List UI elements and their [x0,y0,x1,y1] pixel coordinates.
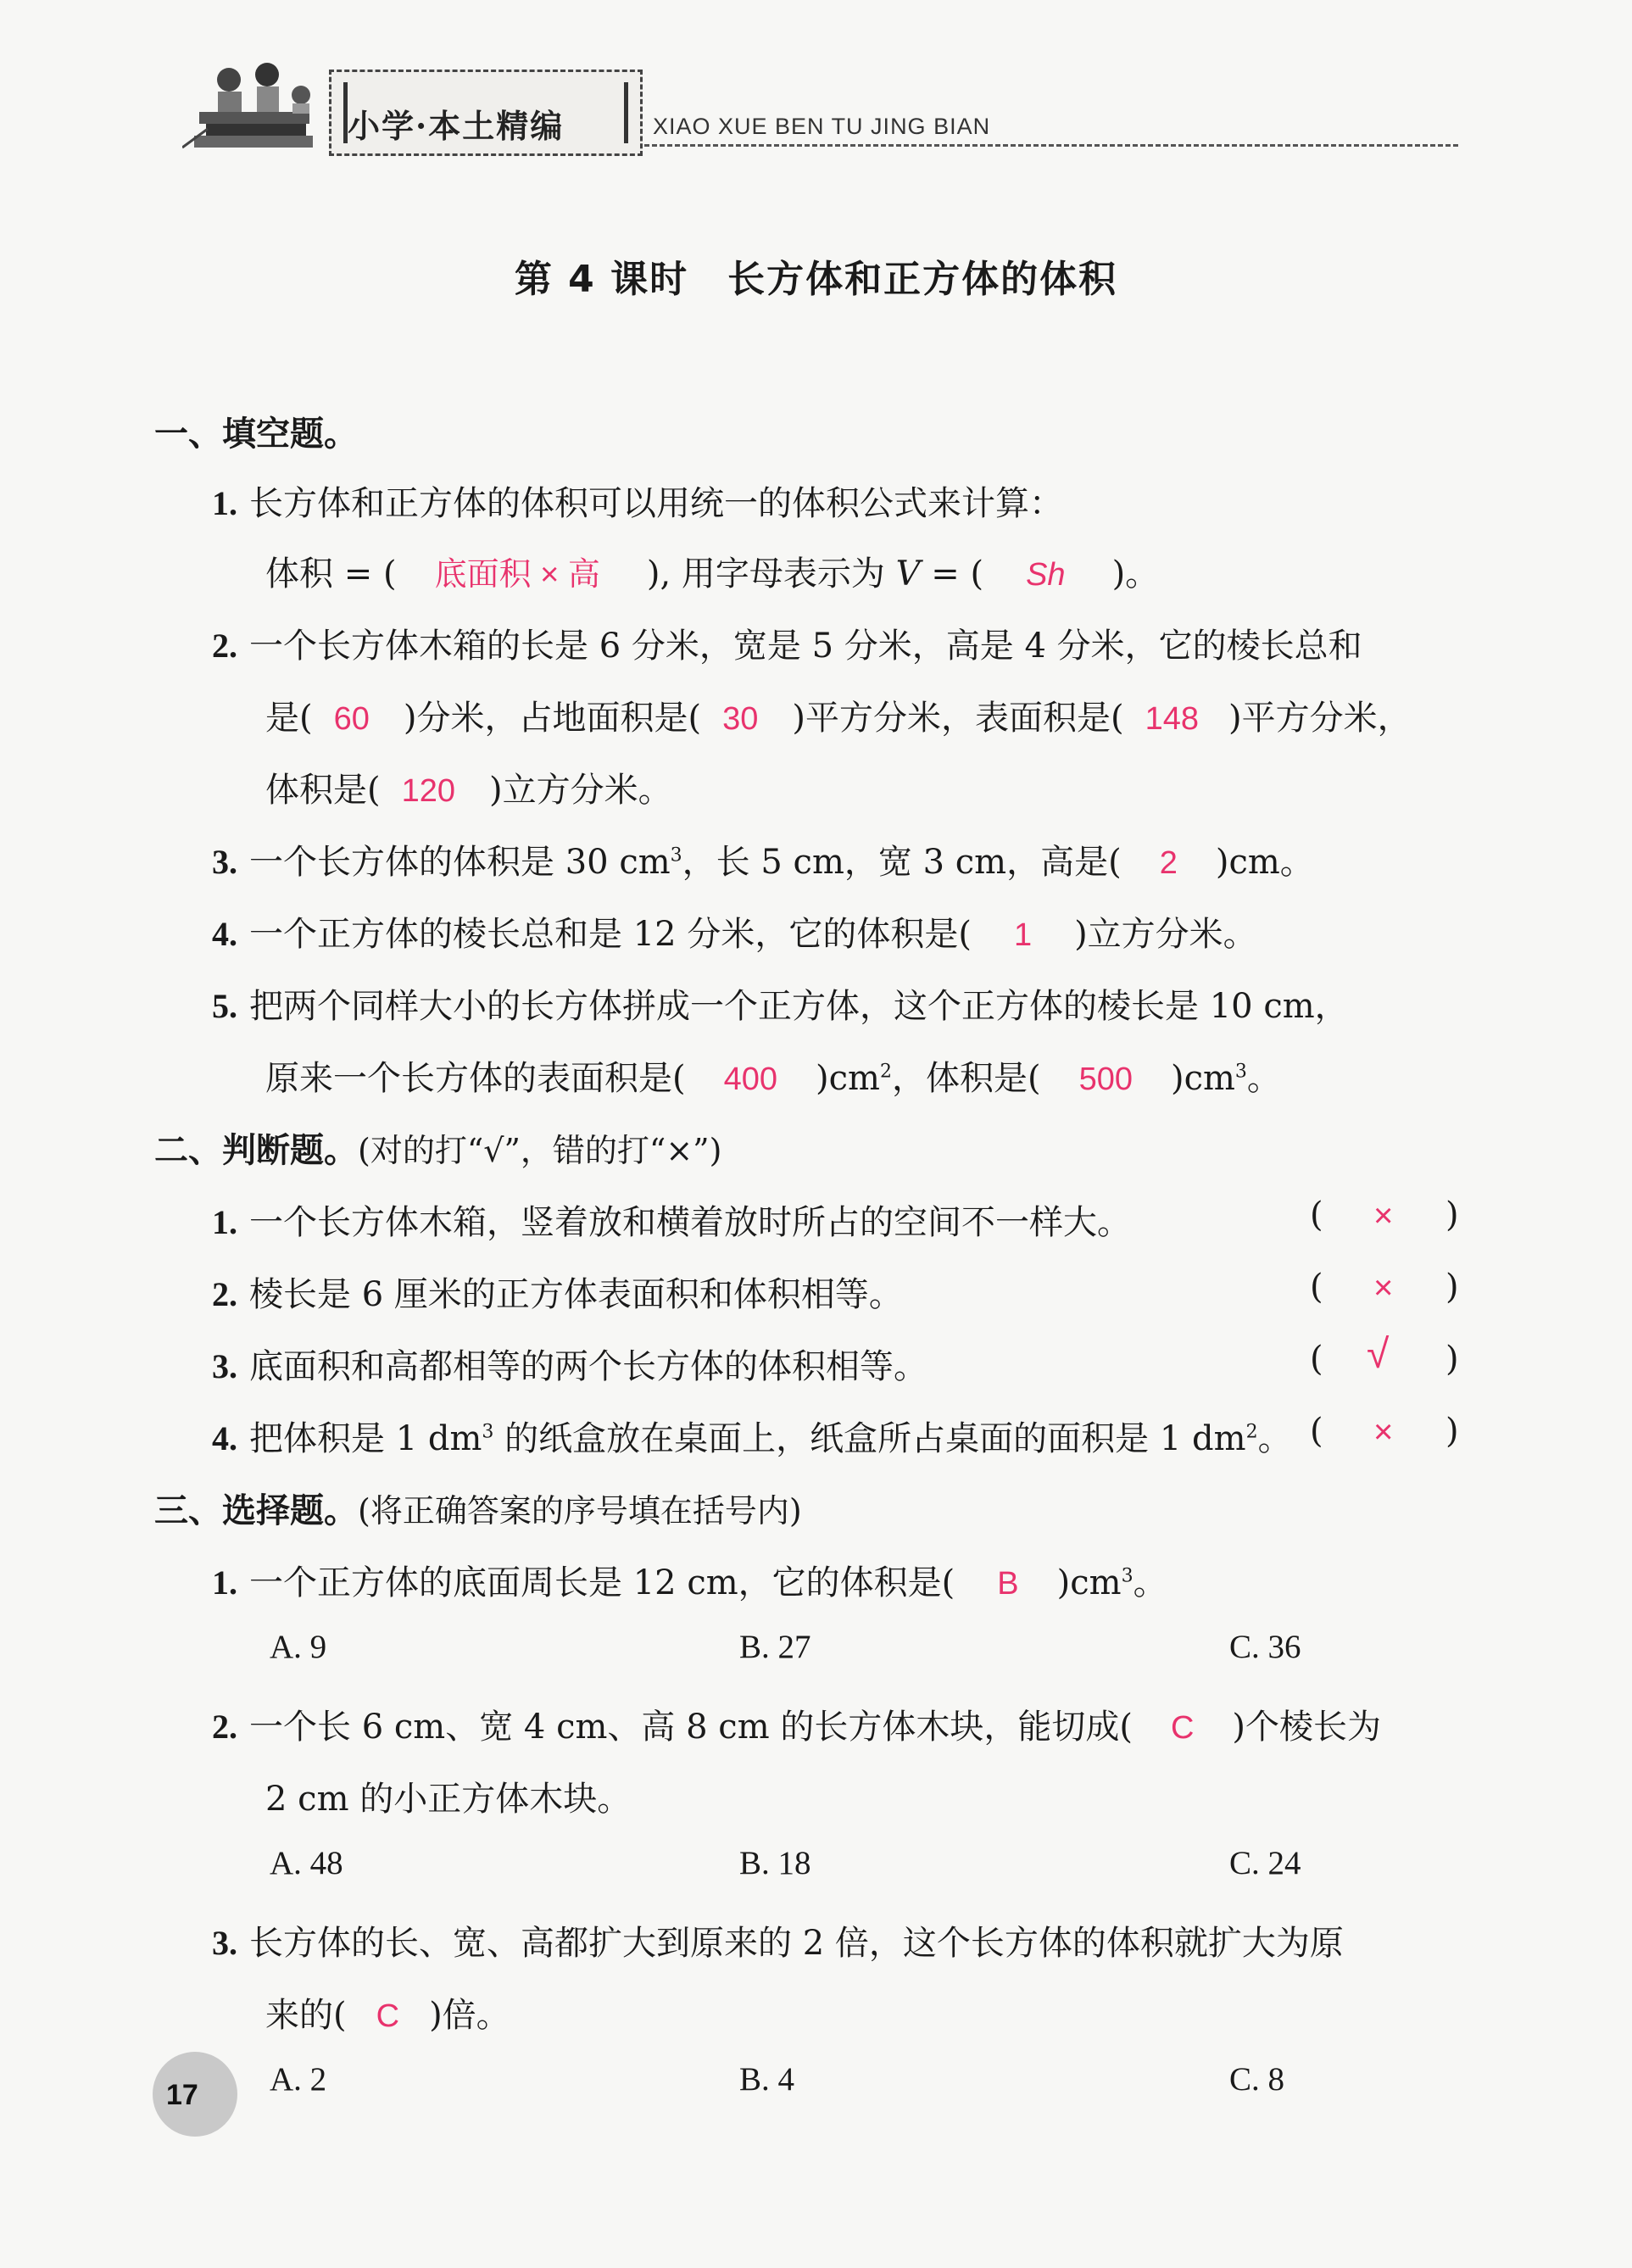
question-text: 体积 = ( [265,554,397,593]
question-text: )平方分米，表面积是( [792,699,1124,738]
answer-text: 30 [722,701,759,737]
question-text: 长方体和正方体的体积可以用统一的体积公式来计算： [249,484,1063,523]
superscript: 3 [1234,1061,1247,1083]
page-number: 17 [166,2079,198,2111]
header-divider [644,144,1458,147]
question-number: 3. [212,1924,237,1962]
question-text: 体积是( [265,771,381,810]
section-heading: 二、判断题。 [154,1131,358,1170]
answer-text: B [997,1566,1019,1602]
question-number: 2. [212,627,237,665]
question-text: 长方体的长、宽、高都扩大到原来的 2 倍，这个长方体的体积就扩大为原 [249,1924,1344,1963]
answer-text: 底面积 × 高 [434,557,600,593]
s1-q5-line1 [212,979,1349,1028]
option-c: C. 8 [1229,2061,1285,2098]
judgment-answer: × [1373,1413,1394,1451]
question-number: 3. [212,1347,237,1385]
question-text: 一个长方体木箱的长是 6 分米，宽是 5 分米，高是 4 分米，它的棱长总和 [249,627,1362,666]
question-number: 2. [212,1275,237,1313]
question-text: 把两个同样大小的长方体拼成一个正方体，这个正方体的棱长是 10 cm， [249,987,1349,1026]
question-number: 5. [212,987,237,1025]
s1-q2-line3 [265,763,672,811]
option-a: A. 9 [270,1629,327,1665]
option-b: B. 4 [739,2061,795,2098]
question-text: )cm。 [1215,843,1314,882]
question-number: 1. [212,484,237,522]
superscript: 3 [670,844,682,867]
s1-q2-line2 [265,691,1412,739]
question-text: 棱长是 6 厘米的正方体表面积和体积相等。 [249,1275,903,1314]
question-text: ，长 5 cm，宽 3 cm，高是( [682,843,1122,882]
s2-q1 [212,1195,1131,1244]
judgment-open-bracket: ( [1310,1412,1323,1451]
answer-text: 500 [1078,1062,1133,1097]
section-instruction: (将正确答案的序号填在括号内) [358,1492,802,1530]
s1-q3 [212,835,1314,883]
variable-v: V [895,554,921,593]
question-text: 一个长方体的体积是 30 cm [249,843,671,882]
judgment-answer: × [1373,1269,1394,1307]
s3-q1 [212,1556,1167,1604]
question-number: 1. [212,1203,237,1241]
question-text: )cm [816,1059,880,1098]
superscript: 3 [482,1421,494,1443]
question-text: 。 [1133,1563,1167,1602]
question-text: )平方分米， [1228,699,1412,738]
question-text: 。 [1257,1419,1292,1458]
question-text: 是( [265,699,313,738]
s1-q2-line1 [212,619,1362,667]
answer-text: C [1170,1710,1195,1746]
question-text: 。 [1246,1059,1281,1098]
answer-text: Sh [1026,557,1066,593]
question-text: 来的( [265,1996,347,2035]
series-pinyin: XIAO XUE BEN TU JING BIAN [653,114,991,139]
question-text: 一个长方体木箱，竖着放和横着放时所占的空间不一样大。 [249,1203,1131,1242]
question-text: )分米，占地面积是( [403,699,702,738]
question-number: 3. [212,843,237,881]
option-c: C. 24 [1229,1845,1301,1881]
judgment-close-bracket: ) [1445,1340,1459,1379]
answer-text: 148 [1145,701,1200,737]
s3-q2-line1 [212,1700,1381,1748]
answer-text: 60 [333,701,370,737]
question-number: 2. [212,1708,237,1746]
section-multiple-choice-title [154,1484,802,1532]
superscript: 2 [1245,1421,1258,1443]
judgment-close-bracket: ) [1445,1268,1459,1307]
children-reading-logo [182,53,331,154]
superscript: 3 [1121,1565,1133,1587]
question-text: )倍。 [429,1996,510,2035]
judgment-open-bracket: ( [1310,1340,1323,1379]
question-text: 一个长 6 cm、宽 4 cm、高 8 cm 的长方体木块，能切成( [249,1708,1133,1747]
section-instruction: (对的打“√”，错的打“×”) [358,1132,722,1169]
s1-q5-line2 [265,1051,1281,1100]
question-text: 一个正方体的棱长总和是 12 分米，它的体积是( [249,915,972,954]
question-text: = ( [920,554,984,593]
question-text: )立方分米。 [1074,915,1257,954]
s1-q1-line2 [265,547,1159,595]
option-b: B. 27 [739,1629,811,1665]
judgment-open-bracket: ( [1310,1195,1323,1234]
section-fill-in-title: 一、填空题。 [154,415,358,454]
judgment-close-bracket: ) [1445,1195,1459,1234]
s2-q2 [212,1268,903,1316]
s3-q3-line2 [265,1988,510,2037]
s1-q1-line1 [212,476,1063,525]
option-c: C. 36 [1229,1629,1301,1665]
section-heading: 三、选择题。 [154,1491,358,1530]
question-text: 原来一个长方体的表面积是( [265,1059,686,1098]
s2-q3 [212,1340,927,1388]
judgment-close-bracket: ) [1445,1412,1459,1451]
question-text: 一个正方体的底面周长是 12 cm，它的体积是( [249,1563,955,1602]
section-true-false-title [154,1123,721,1172]
question-text: 把体积是 1 dm [249,1419,482,1458]
question-text: )个棱长为 [1232,1708,1382,1747]
option-b: B. 18 [739,1845,811,1881]
option-a: A. 48 [270,1845,343,1881]
s1-q4 [212,907,1257,956]
lesson-title: 第 4 课时 长方体和正方体的体积 [514,258,1118,301]
answer-text: C [376,1998,400,2034]
answer-text: 1 [1013,917,1033,953]
answer-text: 120 [401,773,456,809]
judgment-answer: × [1373,1197,1394,1234]
s3-q2-line2: 2 cm 的小正方体木块。 [265,1780,632,1819]
question-text: ，体积是( [891,1059,1041,1098]
question-text: 底面积和高都相等的两个长方体的体积相等。 [249,1347,927,1386]
series-title: 小学·本土精编 [348,107,565,145]
question-text: ), 用字母表示为 [646,554,896,593]
question-text: 的纸盒放在桌面上，纸盒所占桌面的面积是 1 dm [493,1419,1246,1458]
judgment-open-bracket: ( [1310,1268,1323,1307]
question-text: )立方分米。 [489,771,672,810]
question-number: 4. [212,1419,237,1457]
question-text: )cm [1170,1059,1235,1098]
superscript: 2 [879,1061,892,1083]
answer-text: 2 [1159,845,1178,881]
question-number: 1. [212,1563,237,1602]
s2-q4 [212,1412,1292,1460]
judgment-answer: √ [1367,1332,1390,1377]
s3-q3-line1 [212,1916,1344,1964]
answer-text: 400 [723,1062,778,1097]
question-text: )cm [1056,1563,1122,1602]
question-text: )。 [1111,554,1160,593]
option-a: A. 2 [270,2061,327,2098]
question-number: 4. [212,915,237,953]
